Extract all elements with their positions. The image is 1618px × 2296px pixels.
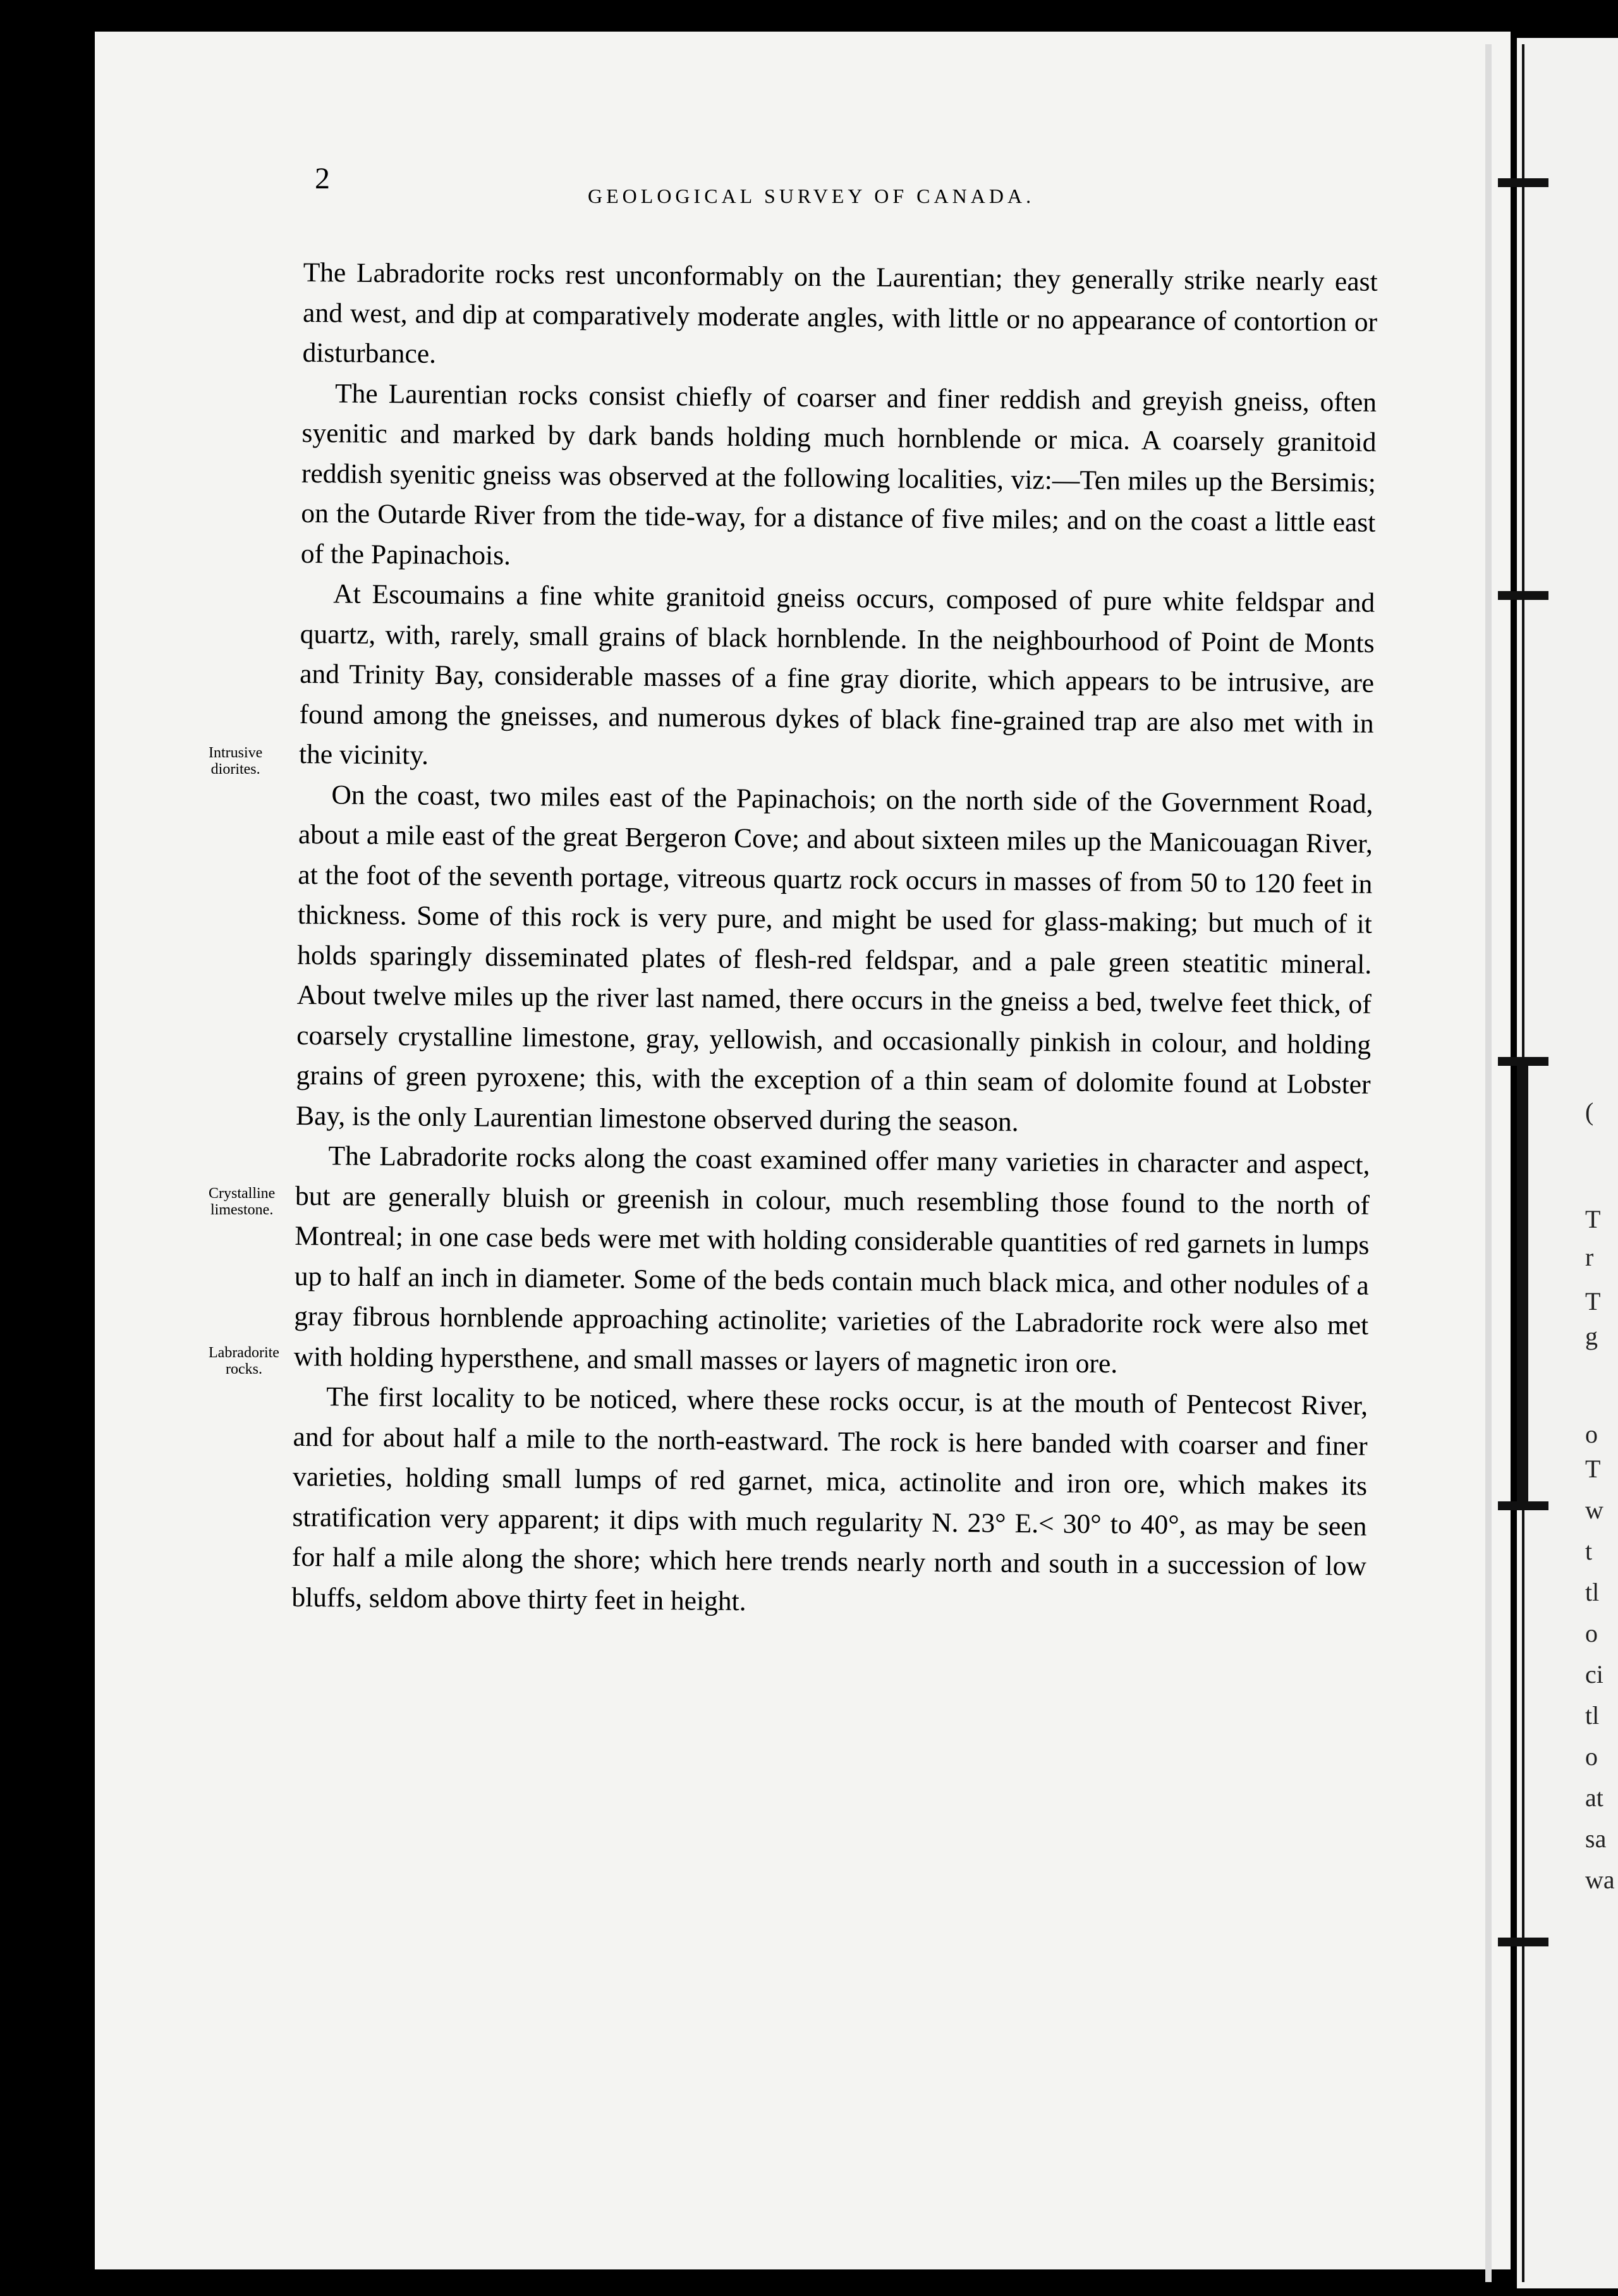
adjacent-page-fragment: T [1585,1287,1601,1316]
page-number: 2 [315,162,330,195]
adjacent-page-fragment: T [1585,1205,1601,1233]
adjacent-page-fragment: T [1585,1455,1601,1483]
margin-note-line: limestone. [210,1202,274,1218]
margin-note-line: diorites. [210,761,260,778]
adjacent-page-fragment: at [1585,1783,1603,1812]
adjacent-page-fragment: w [1585,1496,1603,1524]
binding-stitch [1498,591,1548,600]
running-head: GEOLOGICAL SURVEY OF CANADA. [588,185,1035,207]
binding-stitch [1498,178,1548,187]
margin-note [209,745,262,778]
margin-note-line: rocks. [225,1361,262,1377]
paragraph: The first locality to be noticed, where these rocks occur, is at the mouth of Pentecost River, and for about half a mile to the north-eastward. The rock is here banded with coarser and finer varieties, holding small lumps of red garnet, mica, actinolite and iron ore, which makes its stratification very apparent; it dips with much regularity N. 23° E.< 30° to 40°, as may be seen for half a mile along the shore; which here trends nearly north and south in a succession of low bluffs, seldom above thirty feet in height. [291,1381,1368,1616]
adjacent-page-fragment: tl [1585,1578,1600,1606]
paragraph: The Labradorite rocks along the coast examined offer many varieties in character and aspect, but are generally bluish or greenish in colour, much resembling those found to the north of Montreal; in one case beds were met with holding considerable quantities of red garnets in lumps up to half an inch in diameter. Some of the beds contain much black mica, and other nodules of a gray fibrous hornblende approaching actinolite; varieties of the Labradorite rock were also met with holding hypersthene, and small masses or layers of magnetic iron ore. [293,1140,1370,1379]
adjacent-page-fragment: g [1585,1322,1598,1350]
adjacent-page-fragment: o [1585,1619,1598,1647]
adjacent-page-fragment: tl [1585,1701,1600,1730]
adjacent-page-fragment: o [1585,1420,1598,1448]
margin-note [209,1185,275,1218]
binding-stitch [1498,1938,1548,1946]
margin-note-line: Labradorite [209,1345,279,1361]
adjacent-page-fragment: ( [1585,1097,1594,1126]
paragraph: The Labradorite rocks rest unconformably on the Laurentian; they generally strike nearly east and west, and dip at comparatively moderate angles, with little or no appearance of contortion or disturbance. [302,257,1378,369]
paragraph: At Escoumains a fine white granitoid gneiss occurs, composed of pure white feldspar and quartz, with, rarely, small grains of black hornblende. In the neighbourhood of Point de Monts and Trinity Bay, considerable masses of a fine gray diorite, which appears to be intrusive, are found among the gneisses, and numerous dykes of black fine-grained trap are also met with in the vicinity. [298,578,1375,771]
paragraph: On the coast, two miles east of the Papinachois; on the north side of the Government Road, about a mile east of the great Bergeron Cove; and about sixteen miles up the Manicouagan River, at the foot of the seventh portage, vitreous quartz rock occurs in masses of from 50 to 120 feet in thickness. Some of this rock is very pure, and might be used for glass-making; but much of it holds sparingly disseminated plates of flesh-red feldspar, and a pale green steatitic mineral. About twelve miles up the river last named, there occurs in the gneiss a bed, twelve feet thick, of coarsely crystalline limestone, gray, yellowish, and occasionally pinkish in colour, and holding grains of green pyroxene; this, with the exception of a thin seam of dolomite found at Lobster Bay, is the only Laurentian limestone observed during the season. [295,779,1373,1137]
margin-note-line: Intrusive [209,745,263,761]
page-edge-shadow [1485,44,1492,2282]
adjacent-page-gutter [1517,38,1618,2288]
adjacent-page-fragment: sa [1585,1824,1607,1853]
margin-note [209,1345,279,1377]
adjacent-page-fragment: o [1585,1742,1598,1771]
adjacent-page-fragment: r [1585,1243,1594,1271]
binding-thread-thick [1517,1062,1528,1505]
body-text [291,253,1378,1627]
adjacent-page-fragment: wa [1585,1866,1615,1894]
adjacent-page-fragment: ci [1585,1660,1603,1688]
paragraph: The Laurentian rocks consist chiefly of coarser and finer reddish and greyish gneiss, often syenitic and marked by dark bands holding much hornblende or mica. A coarsely granitoid reddish syenitic gneiss was observed at the following localities, viz:—Ten miles up the Bersimis; on the Outarde River from the tide-way, for a distance of five miles; and on the coast a little east of the Papinachois. [300,377,1377,571]
margin-note-line: Crystalline [209,1185,276,1202]
adjacent-page-fragment: t [1585,1537,1593,1565]
